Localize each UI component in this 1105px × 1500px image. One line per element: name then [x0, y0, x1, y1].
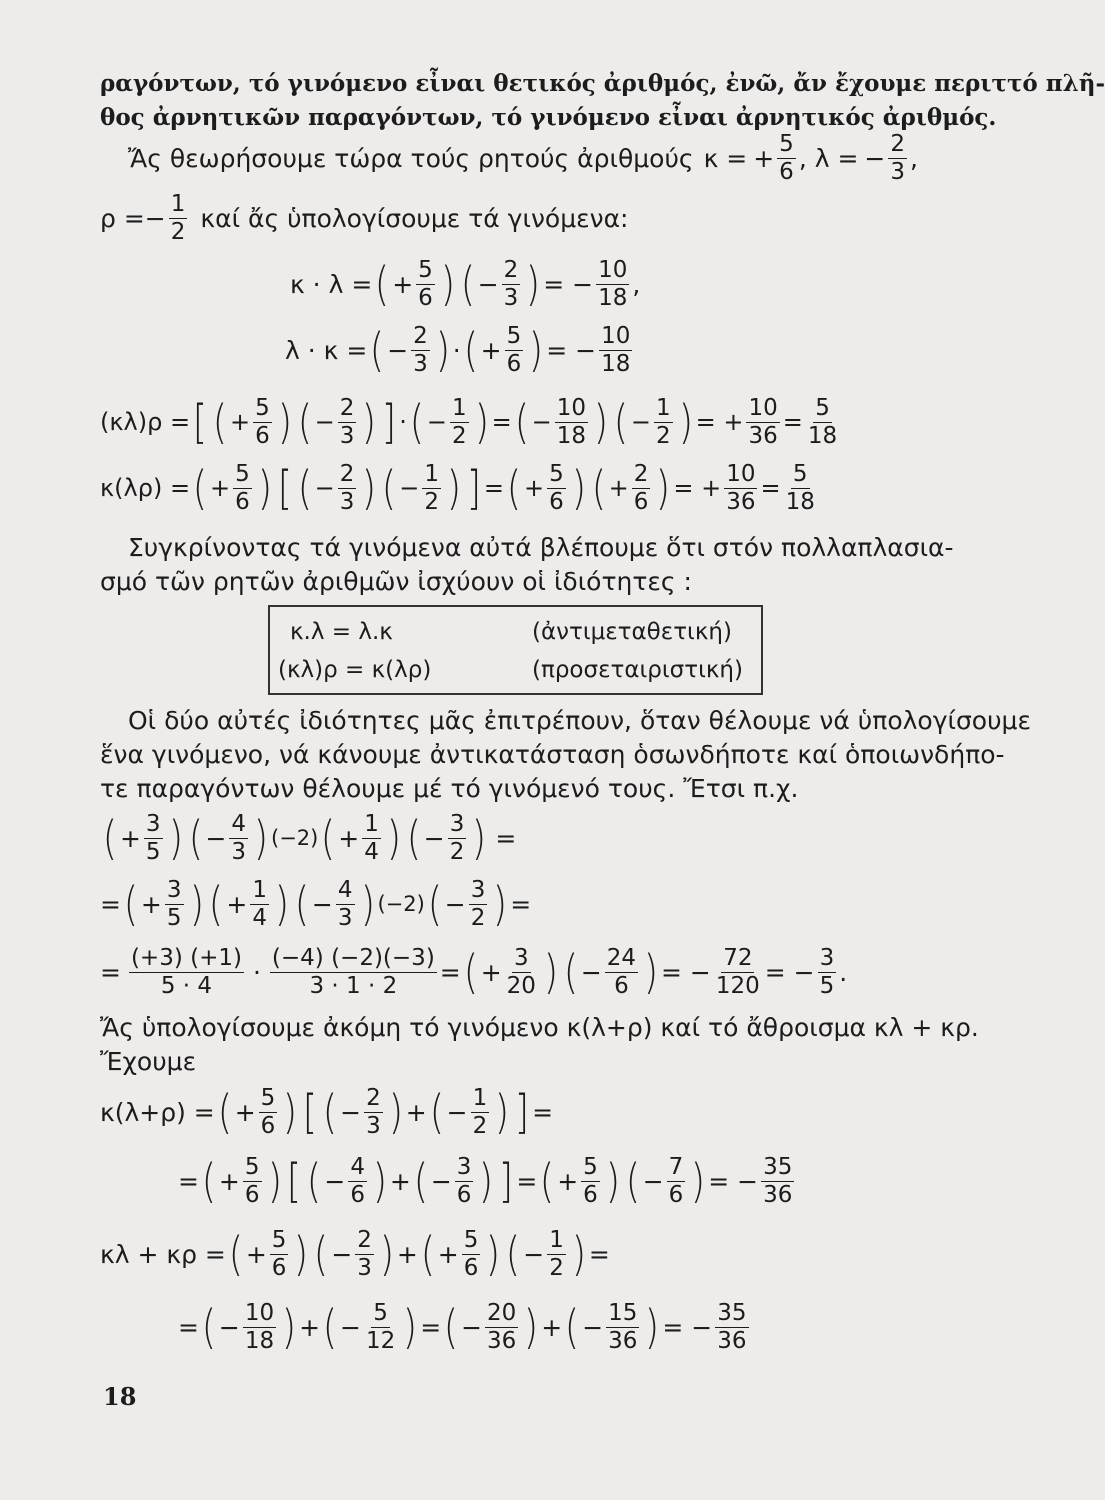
equation-klp: (κλ)ρ = [ ( + $\frac{5}{6}$ ) ( − $\frac{2}{3}$ ) ] · ( − $\frac{1}{2}$ ) = ( − $\frac{10}{18}$ ) ( − $\frac{1}{2}$ ) = + $\frac{10}{36}$ = $\frac{5}{18}$	[100, 394, 838, 449]
text-line: Ἄς ὑπολογίσουμε ἀκόμη τό γινόμενο κ(λ+ρ) καί τό ἄθροισμα κλ + κρ.	[100, 1013, 979, 1042]
example-line-3: = $\frac{(+3) (+1)}{5 \cdot 4}$ · $\frac{(-4) (-2)(-3)}{3 \cdot 1 \cdot 2}$ = ( + $\frac{3}{20}$ ) ( − $\frac{24}{6}$ ) = − $\frac{72}{120}$ = − $\frac{3}{5}$ .	[100, 944, 848, 999]
text-line: θος ἀρνητικῶν παραγόντων, τό γινόμενο εἶναι ἀρνητικός ἀριθμός.	[100, 104, 997, 131]
lhs: κ(λρ) =	[100, 474, 191, 502]
example-line-1: ( + $\frac{3}{5}$ ) ( − $\frac{4}{3}$ ) (−2) ( + $\frac{1}{4}$ ) ( − $\frac{3}{2}$ ) =	[102, 810, 517, 865]
sign: −	[864, 143, 886, 173]
example-line-2: = ( + $\frac{3}{5}$ ) ( + $\frac{1}{4}$ ) ( − $\frac{4}{3}$ ) (−2) ( − $\frac{3}{2}$ ) =	[100, 876, 532, 931]
lhs: (κλ)ρ =	[100, 408, 191, 436]
page-number: 18	[103, 1382, 137, 1411]
sign: +	[753, 143, 775, 173]
lambda-label: λ =	[814, 143, 859, 173]
equation-lk: λ · κ = ( − $\frac{2}{3}$ ) · ( + $\frac{5}{6}$ ) = − $\frac{10}{18}$	[285, 322, 631, 377]
text-line: Ἔχουμε	[100, 1047, 197, 1076]
properties-box	[268, 605, 763, 695]
equation-kl: κ · λ = ( + $\frac{5}{6}$ ) ( − $\frac{2}{3}$ ) = − $\frac{10}{18}$ ,	[290, 256, 641, 311]
lhs: κ · λ =	[290, 269, 373, 299]
text-line: ραγόντων, τό γινόμενο εἶναι θετικός ἀριθμός, ἐνῶ, ἄν ἔχουμε περιττό πλῆ-	[100, 70, 1105, 97]
result-fraction: $\frac{10}{18}$	[601, 322, 631, 377]
text-line: σμό τῶν ρητῶν ἀριθμῶν ἰσχύουν οἱ ἰδιότητες :	[100, 567, 692, 596]
lhs: λ · κ =	[285, 335, 368, 365]
fraction: $\frac{5}{6}$	[779, 130, 794, 185]
distributive-line-1: κ(λ+ρ) = ( + $\frac{5}{6}$ ) [ ( − $\frac{2}{3}$ ) + ( − $\frac{1}{2}$ ) ] =	[100, 1084, 554, 1139]
text-line: ἕνα γινόμενο, νά κάνουμε ἀντικατάσταση ὁσωνδήποτε καί ὁποιωνδήπο-	[100, 740, 1005, 769]
distributive-line-2: = ( + $\frac{5}{6}$ ) [ ( − $\frac{4}{6}$ ) + ( − $\frac{3}{6}$ ) ] = ( + $\frac{5}{6}$ ) ( − $\frac{7}{6}$ ) = − $\frac{35}{36}$	[178, 1153, 793, 1208]
equation-kpl: κ(λρ) = ( + $\frac{5}{6}$ ) [ ( − $\frac{2}{3}$ ) ( − $\frac{1}{2}$ ) ] = ( + $\frac{5}{6}$ ) ( + $\frac{2}{6}$ ) = + $\frac{10}{36}$ = $\frac{5}{18}$	[100, 460, 815, 515]
kappa-label: κ =	[703, 143, 748, 173]
text: καί ἄς ὑπολογίσουμε τά γινόμενα:	[200, 203, 629, 233]
distributive-line-4: = ( − $\frac{10}{18}$ ) + ( − $\frac{5}{12}$ ) = ( − $\frac{20}{36}$ ) + ( − $\frac{15}{36}$ ) = − $\frac{35}{36}$	[178, 1299, 747, 1354]
rationals-definition: Ἄς θεωρήσουμε τώρα τούς ρητούς ἀριθμούς κ = + $\frac{5}{6}$ , λ = − $\frac{2}{3}$ ,	[128, 130, 918, 185]
rho-definition	[100, 188, 628, 248]
associative-label: (προσεταιριστική)	[532, 657, 743, 683]
fraction: $\frac{1}{2}$	[170, 190, 186, 245]
text: Ἄς θεωρήσουμε τώρα τούς ρητούς ἀριθμούς	[128, 143, 694, 173]
text-line: Συγκρίνοντας τά γινόμενα αὐτά βλέπουμε ὅτι στόν πολλαπλασια-	[128, 533, 954, 562]
associative-formula: (κλ)ρ = κ(λρ)	[278, 657, 432, 683]
text-line: τε παραγόντων θέλουμε μέ τό γινόμενό τους. Ἔτσι π.χ.	[100, 774, 799, 803]
commutative-formula: κ.λ = λ.κ	[290, 619, 393, 645]
lhs: κλ + κρ =	[100, 1239, 226, 1269]
commutative-label: (ἀντιμεταθετική)	[532, 619, 732, 645]
fraction: $\frac{2}{3}$	[890, 130, 906, 185]
lhs: κ(λ+ρ) =	[100, 1097, 215, 1127]
rho-label: ρ =	[100, 203, 145, 233]
text-line: Οἱ δύο αὐτές ἰδιότητες μᾶς ἐπιτρέπουν, ὅταν θέλουμε νά ὑπολογίσουμε	[128, 706, 1031, 735]
distributive-line-3: κλ + κρ = ( + $\frac{5}{6}$ ) ( − $\frac{2}{3}$ ) + ( + $\frac{5}{6}$ ) ( − $\frac{1}{2}$ ) =	[100, 1226, 610, 1281]
result-fraction: $\frac{10}{18}$	[598, 256, 628, 311]
sign: −	[144, 203, 166, 233]
